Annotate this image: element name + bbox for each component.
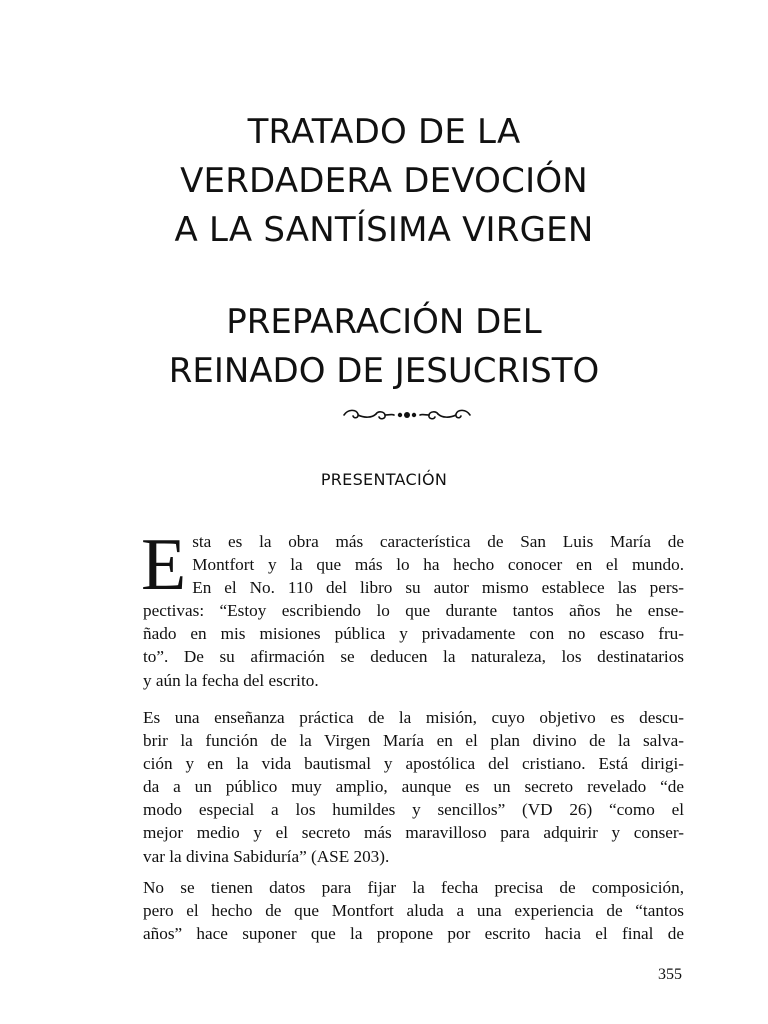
- subtitle-line: PREPARACIÓN DEL: [226, 302, 542, 342]
- text-line: var la divina Sabiduría” (ASE 203).: [143, 846, 390, 866]
- text-line: En el No. 110 del libro su autor mismo establece las pers-: [192, 578, 684, 598]
- text-line: años” hace suponer que la propone por escrito hacia el final de: [143, 924, 684, 944]
- paragraph: [141, 524, 684, 692]
- text-line: da a un público muy amplio, aunque es un secreto revelado “de: [143, 777, 684, 797]
- text-line: pero el hecho de que Montfort aluda a una experiencia de “tantos: [143, 901, 684, 921]
- title-line: A LA SANTÍSIMA VIRGEN: [174, 210, 594, 250]
- paragraph: [143, 876, 684, 945]
- text-line: modo especial a los humildes y sencillos” (VD 26) “como el: [143, 800, 684, 820]
- page-number: 355: [658, 966, 682, 983]
- subtitle: [0, 298, 768, 396]
- drop-cap: E: [141, 524, 187, 606]
- text-line: Montfort y la que más lo ha hecho conocer en el mundo.: [192, 555, 684, 575]
- text-line: pectivas: “Estoy escribiendo lo que durante tantos años he ense-: [143, 601, 684, 621]
- floral-flourish-icon: [340, 406, 474, 424]
- text-line: ñado en mis misiones pública y privadamente con no escaso fru-: [143, 624, 684, 644]
- text-line: to”. De su afirmación se deducen la naturaleza, los destinatarios: [143, 647, 684, 667]
- subtitle-line: REINADO DE JESUCRISTO: [168, 351, 600, 391]
- text-line: mejor medio y el secreto más maravilloso para adquirir y conser-: [143, 823, 684, 843]
- text-line: ción y en la vida bautismal y apostólica del cristiano. Está dirigi-: [143, 754, 684, 774]
- section-heading: PRESENTACIÓN: [320, 470, 448, 489]
- text-line: sta es la obra más característica de San Luis María de: [192, 532, 684, 551]
- text-line: Es una enseñanza práctica de la misión, cuyo objetivo es descu-: [143, 708, 684, 727]
- text-line: brir la función de la Virgen María en el plan divino de la salva-: [143, 731, 684, 751]
- text-line: No se tienen datos para fijar la fecha precisa de composición,: [143, 878, 684, 897]
- paragraph: [143, 706, 684, 868]
- title-line: VERDADERA DEVOCIÓN: [180, 161, 588, 201]
- text-line: y aún la fecha del escrito.: [143, 670, 319, 690]
- main-title: [0, 108, 768, 255]
- title-line: TRATADO DE LA: [247, 112, 521, 152]
